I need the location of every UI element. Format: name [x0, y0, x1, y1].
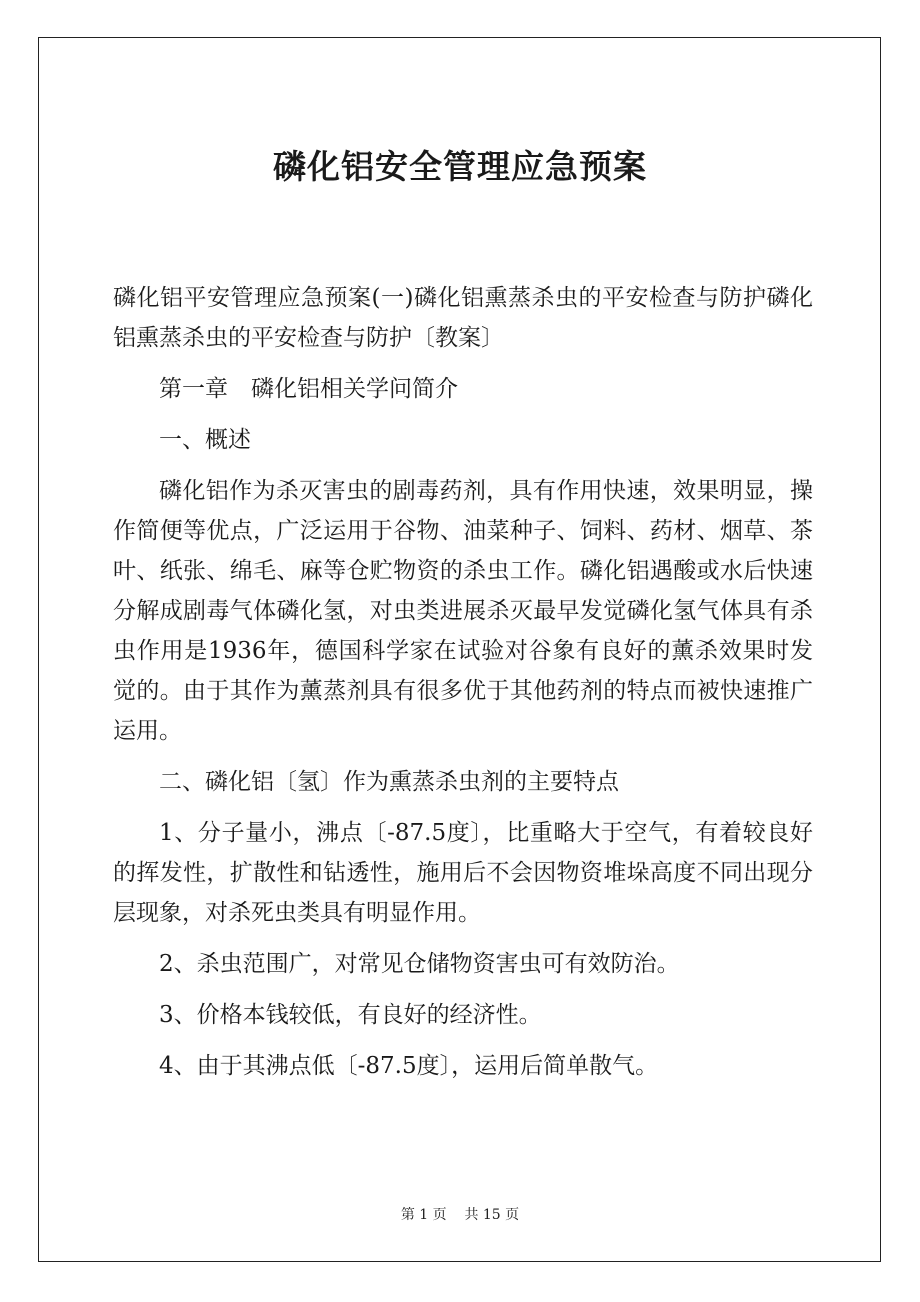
document-body — [113, 278, 813, 1097]
feature-item-4: 4、由于其沸点低〔-87.5度〕，运用后简单散气。 — [159, 1053, 659, 1079]
feature-item-2: 2、杀虫范围广，对常见仓储物资害虫可有效防治。 — [159, 951, 680, 977]
section-heading-overview: 一、概述 — [159, 427, 251, 453]
feature-item-3: 3、价格本钱较低，有良好的经济性。 — [159, 1002, 542, 1028]
intro-paragraph: 磷化铝平安管理应急预案(一)磷化铝熏蒸杀虫的平安检查与防护磷化铝熏蒸杀虫的平安检查与防护〔教案〕 — [113, 285, 813, 351]
page-footer — [0, 1205, 920, 1225]
section-heading-features: 二、磷化铝〔氢〕作为熏蒸杀虫剂的主要特点 — [159, 769, 619, 795]
page-total: 共 15 页 — [464, 1207, 520, 1223]
feature-item-1: 1、分子量小，沸点〔-87.5度〕，比重略大于空气，有着较良好的挥发性，扩散性和钻透性，施用后不会因物资堆垛高度不同出现分层现象，对杀死虫类具有明显作用。 — [113, 820, 813, 926]
chapter-heading: 第一章 磷化铝相关学问简介 — [159, 376, 458, 402]
document-title: 磷化铝安全管理应急预案 — [273, 147, 647, 186]
overview-paragraph: 磷化铝作为杀灭害虫的剧毒药剂，具有作用快速，效果明显，操作简便等优点，广泛运用于谷物、油菜种子、饲料、药材、烟草、茶叶、纸张、绵毛、麻等仓贮物资的杀虫工作。磷化铝遇酸或水后快速分解成剧毒气体磷化氢，对虫类进展杀灭最早发觉磷化氢气体具有杀虫作用是1936年，德国科学家在试验对谷象有良好的薰杀效果时发觉的。由于其作为薰蒸剂具有很多优于其他药剂的特点而被快速推广运用。 — [113, 478, 813, 744]
page-number: 第 1 页 — [400, 1207, 447, 1223]
